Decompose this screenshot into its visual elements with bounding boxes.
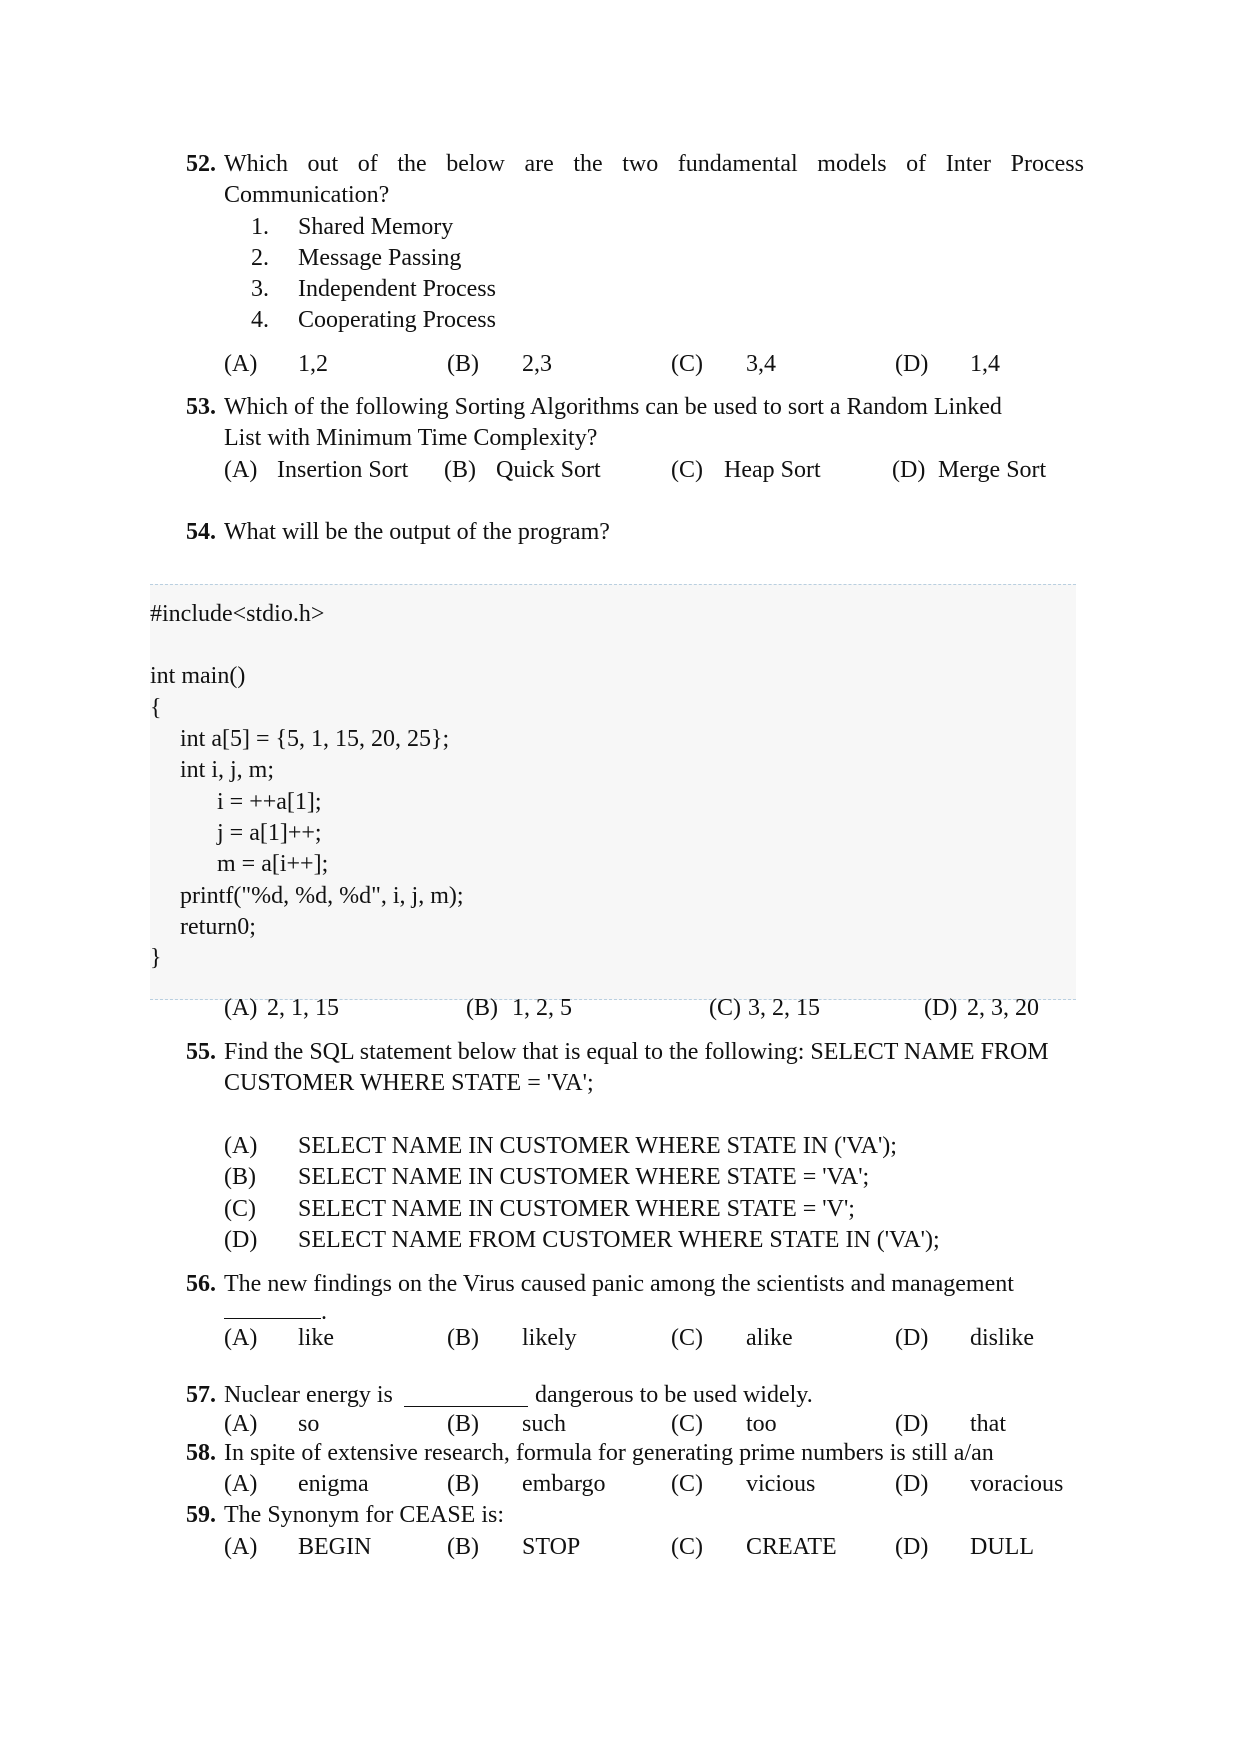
option-text: voracious <box>970 1471 1064 1497</box>
option-text: 2, 3, 20 <box>967 995 1039 1021</box>
question-text-line1: Find the SQL statement below that is equal to the following: SELECT NAME FROM <box>224 1039 1049 1065</box>
list-item-number: 2. <box>251 245 269 271</box>
question-text-line1: The Synonym for CEASE is: <box>224 1502 504 1528</box>
question-text-line1: What will be the output of the program? <box>224 519 610 545</box>
option-text: 1, 2, 5 <box>512 995 572 1021</box>
question-text-line2: List with Minimum Time Complexity? <box>224 425 598 451</box>
code-line: printf("%d, %d, %d", i, j, m); <box>180 883 464 909</box>
option-text: STOP <box>522 1534 581 1560</box>
option-text: vicious <box>746 1471 816 1497</box>
word: out <box>307 151 339 177</box>
option-label: (D) <box>895 351 929 377</box>
word: of <box>906 151 927 177</box>
list-item-number: 4. <box>251 307 269 333</box>
option-label: (D) <box>224 1227 258 1253</box>
question-text-line2: CUSTOMER WHERE STATE = 'VA'; <box>224 1070 594 1096</box>
option-label: (B) <box>447 351 479 377</box>
code-line: { <box>150 695 162 721</box>
option-text: alike <box>746 1325 793 1351</box>
code-line: i = ++a[1]; <box>217 789 322 815</box>
option-label: (A) <box>224 1534 258 1560</box>
answer-blank <box>404 1383 528 1412</box>
word: of <box>357 151 378 177</box>
option-label: (D) <box>895 1411 929 1437</box>
question-number: 59. <box>186 1502 216 1528</box>
option-text: CREATE <box>746 1534 837 1560</box>
option-label: (B) <box>444 457 476 483</box>
option-label: (C) <box>671 351 703 377</box>
option-label: (A) <box>224 351 258 377</box>
code-line: int main() <box>150 663 246 689</box>
option-text: 3,4 <box>746 351 776 377</box>
word: the <box>573 151 603 177</box>
list-item-text: Shared Memory <box>298 214 454 240</box>
question-text-post: dangerous to be used widely. <box>535 1382 813 1408</box>
code-line: return0; <box>180 914 256 940</box>
option-text: SELECT NAME IN CUSTOMER WHERE STATE = 'VA'; <box>298 1164 870 1190</box>
option-label: (B) <box>447 1534 479 1560</box>
question-text-line1: The new findings on the Virus caused panic among the scientists and management <box>224 1271 1014 1297</box>
option-text: 2, 1, 15 <box>267 995 339 1021</box>
word: two <box>622 151 659 177</box>
option-label: (A) <box>224 1325 258 1351</box>
code-line: int a[5] = {5, 1, 15, 20, 25}; <box>180 726 450 752</box>
word: Inter <box>945 151 992 177</box>
option-text: enigma <box>298 1471 369 1497</box>
option-label: (B) <box>224 1164 256 1190</box>
option-text: such <box>522 1411 566 1437</box>
option-label: (C) <box>671 1534 703 1560</box>
word: models <box>817 151 887 177</box>
code-line: j = a[1]++; <box>217 820 322 846</box>
word: fundamental <box>677 151 798 177</box>
option-text: 1,2 <box>298 351 328 377</box>
option-text: BEGIN <box>298 1534 372 1560</box>
list-item-number: 1. <box>251 214 269 240</box>
option-text: SELECT NAME IN CUSTOMER WHERE STATE = 'V'; <box>298 1196 855 1222</box>
question-number: 53. <box>186 394 216 420</box>
option-label: (C) <box>671 1411 703 1437</box>
list-item-number: 3. <box>251 276 269 302</box>
word: the <box>397 151 427 177</box>
option-text: 1,4 <box>970 351 1000 377</box>
code-line: m = a[i++]; <box>217 851 329 877</box>
question-number: 52. <box>186 151 216 177</box>
option-label: (D) <box>895 1534 929 1560</box>
option-text: Heap Sort <box>724 457 821 483</box>
code-line: } <box>150 945 162 971</box>
option-text: so <box>298 1411 320 1437</box>
list-item-text: Independent Process <box>298 276 496 302</box>
option-label: (B) <box>447 1325 479 1351</box>
option-text: likely <box>522 1325 577 1351</box>
word: are <box>524 151 554 177</box>
option-label: (B) <box>447 1471 479 1497</box>
word: below <box>446 151 505 177</box>
option-label: (D) <box>895 1471 929 1497</box>
option-label: (A) <box>224 995 258 1021</box>
question-text-line1: Which of the following Sorting Algorithms can be used to sort a Random Linked <box>224 394 1002 420</box>
option-text: that <box>970 1411 1006 1437</box>
option-label: (A) <box>224 1471 258 1497</box>
option-text: Insertion Sort <box>277 457 409 483</box>
option-label: (D) <box>895 1325 929 1351</box>
option-label: (A) <box>224 457 258 483</box>
question-number: 56. <box>186 1271 216 1297</box>
option-label: (B) <box>466 995 498 1021</box>
option-label: (A) <box>224 1411 258 1437</box>
option-label: (C) <box>671 1471 703 1497</box>
question-text-pre: Nuclear energy is <box>224 1382 393 1408</box>
answer-blank <box>224 1300 327 1324</box>
option-text: SELECT NAME FROM CUSTOMER WHERE STATE IN ('VA'); <box>298 1227 940 1253</box>
list-item-text: Message Passing <box>298 245 462 271</box>
question-number: 55. <box>186 1039 216 1065</box>
option-label: (D) <box>892 457 926 483</box>
option-text: 3, 2, 15 <box>748 995 820 1021</box>
question-number: 54. <box>186 519 216 545</box>
option-label: (C) <box>224 1196 256 1222</box>
option-text: Merge Sort <box>938 457 1047 483</box>
option-text: Quick Sort <box>496 457 601 483</box>
option-text: 2,3 <box>522 351 552 377</box>
question-text-line1 <box>224 152 1084 176</box>
code-line: int i, j, m; <box>180 757 275 783</box>
option-text: DULL <box>970 1534 1034 1560</box>
option-text: dislike <box>970 1325 1034 1351</box>
question-text-line2: Communication? <box>224 182 390 208</box>
option-text: SELECT NAME IN CUSTOMER WHERE STATE IN ('VA'); <box>298 1133 897 1159</box>
option-label: (C) <box>709 995 741 1021</box>
word: Which <box>224 151 288 177</box>
code-line: #include<stdio.h> <box>150 601 325 627</box>
option-label: (C) <box>671 1325 703 1351</box>
list-item-text: Cooperating Process <box>298 307 496 333</box>
option-label: (B) <box>447 1411 479 1437</box>
blank-period: . <box>321 1299 327 1325</box>
option-text: too <box>746 1411 777 1437</box>
option-text: embargo <box>522 1471 606 1497</box>
question-number: 58. <box>186 1440 216 1466</box>
word: Process <box>1010 151 1084 177</box>
option-text: like <box>298 1325 334 1351</box>
option-label: (C) <box>671 457 703 483</box>
option-label: (A) <box>224 1133 258 1159</box>
question-number: 57. <box>186 1382 216 1408</box>
option-label: (D) <box>924 995 958 1021</box>
question-text-line1: In spite of extensive research, formula for generating prime numbers is still a/an <box>224 1440 994 1466</box>
